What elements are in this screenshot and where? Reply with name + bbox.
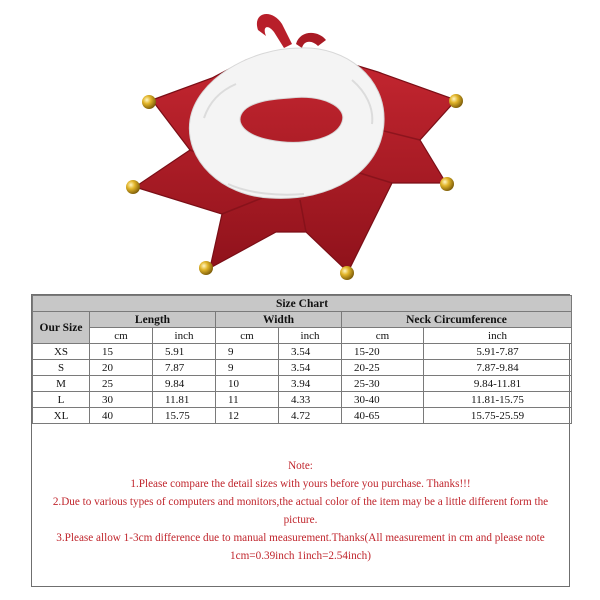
value-cell: 9	[216, 344, 279, 360]
value-cell: 4.72	[279, 408, 342, 424]
size-cell: M	[33, 376, 90, 392]
unit-header: inch	[153, 328, 216, 344]
neck-circumference-header: Neck Circumference	[342, 312, 572, 328]
table-row	[33, 408, 572, 424]
our-size-header: Our Size	[33, 312, 90, 344]
value-cell: 40-65	[342, 408, 424, 424]
note-line: 3.Please allow 1-3cm difference due to manual measurement.Thanks(All measurement in cm and please note 1cm=0.39inch 1inch=2.54inch)	[56, 532, 545, 562]
unit-header: cm	[90, 328, 153, 344]
value-cell: 4.33	[279, 392, 342, 408]
value-cell: 12	[216, 408, 279, 424]
value-cell: 3.54	[279, 344, 342, 360]
value-cell: 11	[216, 392, 279, 408]
table-row	[33, 360, 572, 376]
value-cell: 7.87	[153, 360, 216, 376]
value-cell: 7.87-9.84	[424, 360, 572, 376]
value-cell: 5.91	[153, 344, 216, 360]
unit-header: cm	[342, 328, 424, 344]
value-cell: 30-40	[342, 392, 424, 408]
value-cell: 3.54	[279, 360, 342, 376]
value-cell: 30	[90, 392, 153, 408]
value-cell: 9	[216, 360, 279, 376]
unit-header: inch	[424, 328, 572, 344]
length-header: Length	[90, 312, 216, 328]
value-cell: 10	[216, 376, 279, 392]
value-cell: 20	[90, 360, 153, 376]
note-line: 1.Please compare the detail sizes with yours before you purchase. Thanks!!!	[130, 478, 471, 490]
product-image	[0, 0, 600, 292]
value-cell: 5.91-7.87	[424, 344, 572, 360]
value-cell: 15-20	[342, 344, 424, 360]
value-cell: 11.81-15.75	[424, 392, 572, 408]
table-row	[33, 344, 572, 360]
hanging-loop	[257, 14, 292, 48]
size-cell: XL	[33, 408, 90, 424]
table-row	[33, 376, 572, 392]
size-chart-title: Size Chart	[33, 296, 572, 312]
value-cell: 25-30	[342, 376, 424, 392]
size-chart-panel	[31, 294, 570, 587]
value-cell: 15.75-25.59	[424, 408, 572, 424]
unit-header: inch	[279, 328, 342, 344]
value-cell: 15.75	[153, 408, 216, 424]
size-cell: L	[33, 392, 90, 408]
width-header: Width	[216, 312, 342, 328]
size-cell: XS	[33, 344, 90, 360]
value-cell: 3.94	[279, 376, 342, 392]
unit-header: cm	[216, 328, 279, 344]
value-cell: 9.84-11.81	[424, 376, 572, 392]
value-cell: 40	[90, 408, 153, 424]
jester-collar-icon	[0, 0, 600, 292]
notes-section	[32, 457, 569, 565]
note-line: 2.Due to various types of computers and monitors,the actual color of the item may be a little different form the picture.	[52, 496, 549, 526]
table-row	[33, 392, 572, 408]
value-cell: 9.84	[153, 376, 216, 392]
value-cell: 11.81	[153, 392, 216, 408]
value-cell: 15	[90, 344, 153, 360]
size-chart-table	[32, 295, 572, 424]
value-cell: 25	[90, 376, 153, 392]
value-cell: 20-25	[342, 360, 424, 376]
size-cell: S	[33, 360, 90, 376]
notes-heading: Note:	[288, 460, 313, 472]
